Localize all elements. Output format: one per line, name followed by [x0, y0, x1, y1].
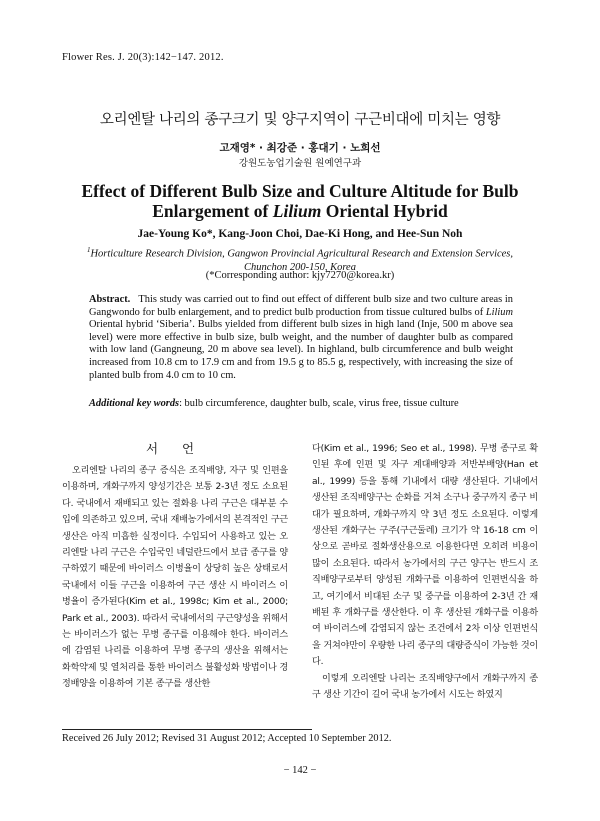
body-paragraph: 다(Kim et al., 1996; Seo et al., 1998). 무병 종구로 확인된 후에 인편 및 자구 계대배양과 저반부배양(Han et al., 1999) 등을 통해 기내에서 대량 생산된다. 기내에서 생산된 조직배양구는 순화를 거쳐 소구나 중구까지 종구 비대가 필요하며, 개화구까지 약 3년 정도 소요된다. 이렇게 생산된 개화구는 구주(구근둘레) 크기가 약 16-18 cm 이상으로 곧바로 절화생산용으로 이용한다면 오히려 비용이 많이 소요된다. 따라서 농가에서의 구근 양구는 반드시 조직배양구로부터 양성된 개화구를 이용하여 인편번식을 하고, 여기에서 비대된 소구 및 중구를 이용하여 2-3년 간 재배된 후 개화구를 생산한다. 이 후 생산된 개화구를 이용하여 바이러스에 감염되지 않는 조건에서 2차 이상 인편번식을 거쳐야만이 우량한 나리 종구의 대량증식이 가능한 것이다. [312, 444, 538, 668]
korean-title: 오리엔탈 나리의 종구크기 및 양구지역이 구근비대에 미치는 영향 [99, 112, 501, 128]
english-authors: Jae-Young Ko*, Kang-Joon Choi, Dae-Ki Hong, and Hee-Sun Noh [137, 228, 463, 240]
abstract-text-post: Oriental hybrid ‘Siberia’. Bulbs yielded from different bulb sizes in high land (Inje, 500 m above sea level) were more effective in bulb size, bulb weight, and the number of daughter bulb as compared with low land (Gangneung, 20 m above sea level). In highland, bulb circumference and bulb weight increased from 10.8 cm to 17.9 cm and from 19.5 g to 85.5 g, respectively, with increasing the size of planted bulb from 4.0 cm to 10 cm. [89, 319, 513, 381]
english-title-line2-post: Oriental Hybrid [321, 201, 448, 221]
abstract-text-pre: This study was carried out to find out effect of different bulb size and two culture areas in Gangwondo for bulb enlargement, and to predict bulb production from tissue cultured bulbs of [89, 294, 514, 318]
body-column-left [62, 463, 288, 693]
english-title-line2 [60, 201, 540, 221]
english-title-genus: Lilium [272, 201, 322, 221]
keywords-label: Additional key words [89, 398, 180, 409]
body-column-right [312, 441, 538, 704]
english-title [60, 181, 540, 221]
footnote-rule [62, 729, 312, 730]
body-paragraph: 이렇게 오리엔탈 나리는 조직배양구에서 개화구까지 종구 생산 기간이 길어 국내 농가에서 시도는 하였지 [312, 673, 538, 701]
page-number: − 142 − [283, 765, 317, 776]
abstract [89, 294, 513, 382]
affiliation-line2: Chunchon 200-150, Korea [244, 261, 356, 273]
keywords [89, 398, 519, 409]
body-paragraph: 오리엔탈 나리의 종구 증식은 조직배양, 자구 및 인편을 이용하며, 개화구까지 양성기간은 보통 2-3년 정도 소요된다. 국내에서 재배되고 있는 절화용 나리 구근은 대부분 수입에 의존하고 있으며, 국내 재배농가에서의 본격적인 구근생산은 아직 미흡한 실정이다. 수입되어 사용하고 있는 오리엔탈 나리 구근은 수입국인 네덜란드에서 보급 종구를 양구하였기 때문에 바이러스 이병율이 상당히 높은 상태로서 국내에서 이들 구근을 이용하여 구근 생산 시 바이러스 이병율이 증가된다(Kim et al., 1998c; Kim et al., 2000; Park et al., 2003). 따라서 국내에서의 구근양성을 위해서는 바이러스가 없는 무병 종구를 이용해야 한다. 바이러스에 감염된 나리를 이용하여 무병 종구의 생산을 위해서는 화학약제 및 열처리를 통한 바이러스 불활성화 방법이나 경정배양을 이용하여 기본 종구를 생산한 [62, 466, 288, 690]
affiliation-marker: 1 [86, 246, 91, 254]
section-heading: 서 언 [145, 441, 205, 456]
english-title-line2-pre: Enlargement of [152, 201, 273, 221]
keywords-text: : bulb circumference, daughter bulb, scale, virus free, tissue culture [179, 398, 459, 409]
journal-reference: Flower Res. J. 20(3):142−147. 2012. [62, 52, 224, 63]
received-dates: Received 26 July 2012; Revised 31 August 2012; Accepted 10 September 2012. [62, 733, 392, 744]
english-title-line1: Effect of Different Bulb Size and Culture Altitude for Bulb [81, 181, 519, 201]
korean-authors: 고재영* · 최강준 · 홍대기 · 노희선 [219, 142, 381, 154]
abstract-label: Abstract. [89, 294, 131, 305]
korean-affiliation: 강원도농업기술원 원예연구과 [238, 158, 362, 169]
affiliation-line1: Horticulture Research Division, Gangwon Provincial Agricultural Research and Extension Services, [90, 248, 514, 260]
abstract-genus: Lilium [485, 306, 513, 318]
corresponding-author: (*Corresponding author: kjy7270@korea.kr) [205, 270, 395, 281]
